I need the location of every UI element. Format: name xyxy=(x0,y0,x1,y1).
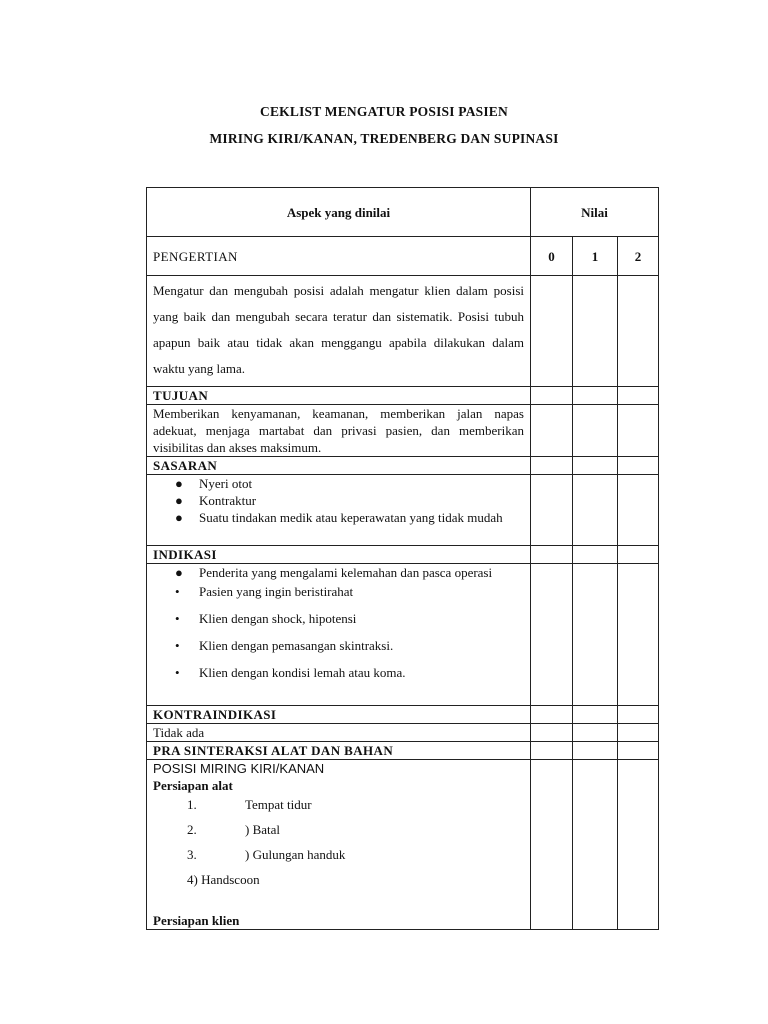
posisi-cell xyxy=(147,760,531,930)
sasaran-list xyxy=(153,475,524,526)
kontraindikasi-row xyxy=(147,724,659,742)
score-cell[interactable] xyxy=(573,564,618,706)
bullet-icon: ● xyxy=(175,493,183,508)
score-cell[interactable] xyxy=(618,405,659,457)
kontraindikasi-heading-row xyxy=(147,706,659,724)
section-heading-pengertian: PENGERTIAN xyxy=(147,237,531,276)
bullet-icon: ● xyxy=(175,510,183,525)
sasaran-row xyxy=(147,475,659,546)
score-cell[interactable] xyxy=(531,405,573,457)
table-header-row xyxy=(147,188,659,237)
bullet-icon: ● xyxy=(175,565,183,580)
list-item: • Klien dengan shock, hipotensi xyxy=(175,611,357,626)
tujuan-heading-row xyxy=(147,387,659,405)
sasaran-list-cell xyxy=(147,475,531,546)
pengertian-text: Mengatur dan mengubah posisi adalah mengatur klien dalam posisi yang baik dan mengubah secara teratur dan sistematik. Posisi tubuh apapun baik atau tidak akan menggangu apabila dilakukan dalam waktu yang lama. xyxy=(147,276,531,387)
score-cell[interactable] xyxy=(618,564,659,706)
posisi-heading: POSISI MIRING KIRI/KANAN xyxy=(153,761,325,776)
tujuan-row xyxy=(147,405,659,457)
score-cell[interactable] xyxy=(531,276,573,387)
header-aspek: Aspek yang dinilai xyxy=(147,188,531,237)
persiapan-klien-heading: Persiapan klien xyxy=(153,913,240,928)
score-cell[interactable] xyxy=(573,276,618,387)
document-title: CEKLIST MENGATUR POSISI PASIEN xyxy=(260,104,508,119)
list-item: 4) Handscoon xyxy=(187,872,260,887)
posisi-row xyxy=(147,760,659,930)
list-item: 1. Tempat tidur xyxy=(187,797,312,812)
score-cell[interactable] xyxy=(573,760,618,930)
indikasi-row xyxy=(147,564,659,706)
pra-heading-row xyxy=(147,742,659,760)
bullet-icon: • xyxy=(175,665,180,680)
list-item: • Pasien yang ingin beristirahat xyxy=(175,584,354,599)
tujuan-text: Memberikan kenyamanan, keamanan, memberikan jalan napas adekuat, menjaga martabat dan privasi pasien, dan memberikan visibilitas dan akses maksimum. xyxy=(147,405,531,457)
score-cell[interactable] xyxy=(618,475,659,546)
sasaran-heading-row xyxy=(147,457,659,475)
persiapan-alat-heading: Persiapan alat xyxy=(153,778,233,793)
list-item: ● Nyeri otot xyxy=(175,476,253,491)
pengertian-heading-row xyxy=(147,237,659,276)
section-heading-tujuan: TUJUAN xyxy=(147,387,531,405)
list-item: 2. ) Batal xyxy=(187,822,281,837)
list-item: ● Suatu tindakan medik atau keperawatan yang tidak mudah xyxy=(175,510,503,525)
kontraindikasi-text: Tidak ada xyxy=(147,724,531,742)
indikasi-list-cell xyxy=(147,564,531,706)
score-2-label: 2 xyxy=(618,237,659,276)
score-cell[interactable] xyxy=(531,475,573,546)
section-heading-pra: PRA SINTERAKSI ALAT DAN BAHAN xyxy=(147,742,531,760)
score-0-label: 0 xyxy=(531,237,573,276)
list-item: • Klien dengan kondisi lemah atau koma. xyxy=(175,665,406,680)
score-cell[interactable] xyxy=(573,724,618,742)
bullet-icon: • xyxy=(175,584,180,599)
list-item: ● Kontraktur xyxy=(175,493,257,508)
section-heading-kontraindikasi: KONTRAINDIKASI xyxy=(147,706,531,724)
bullet-icon: • xyxy=(175,638,180,653)
score-cell[interactable] xyxy=(618,724,659,742)
section-heading-indikasi: INDIKASI xyxy=(147,546,531,564)
indikasi-heading-row xyxy=(147,546,659,564)
score-1-label: 1 xyxy=(573,237,618,276)
score-cell[interactable] xyxy=(573,475,618,546)
score-cell[interactable] xyxy=(618,276,659,387)
list-item: 3. ) Gulungan handuk xyxy=(187,847,346,862)
section-heading-sasaran: SASARAN xyxy=(147,457,531,475)
list-item: ● Penderita yang mengalami kelemahan dan pasca operasi xyxy=(175,565,493,580)
bullet-icon: ● xyxy=(175,476,183,491)
list-item: • Klien dengan pemasangan skintraksi. xyxy=(175,638,394,653)
score-cell[interactable] xyxy=(531,760,573,930)
bullet-icon: • xyxy=(175,611,180,626)
score-cell[interactable] xyxy=(573,405,618,457)
indikasi-list xyxy=(153,564,524,681)
checklist-table xyxy=(146,187,659,930)
header-nilai: Nilai xyxy=(531,188,659,237)
score-cell[interactable] xyxy=(618,760,659,930)
pengertian-row xyxy=(147,276,659,387)
document-subtitle: MIRING KIRI/KANAN, TREDENBERG DAN SUPINASI xyxy=(209,131,559,146)
score-cell[interactable] xyxy=(531,564,573,706)
score-cell[interactable] xyxy=(531,724,573,742)
